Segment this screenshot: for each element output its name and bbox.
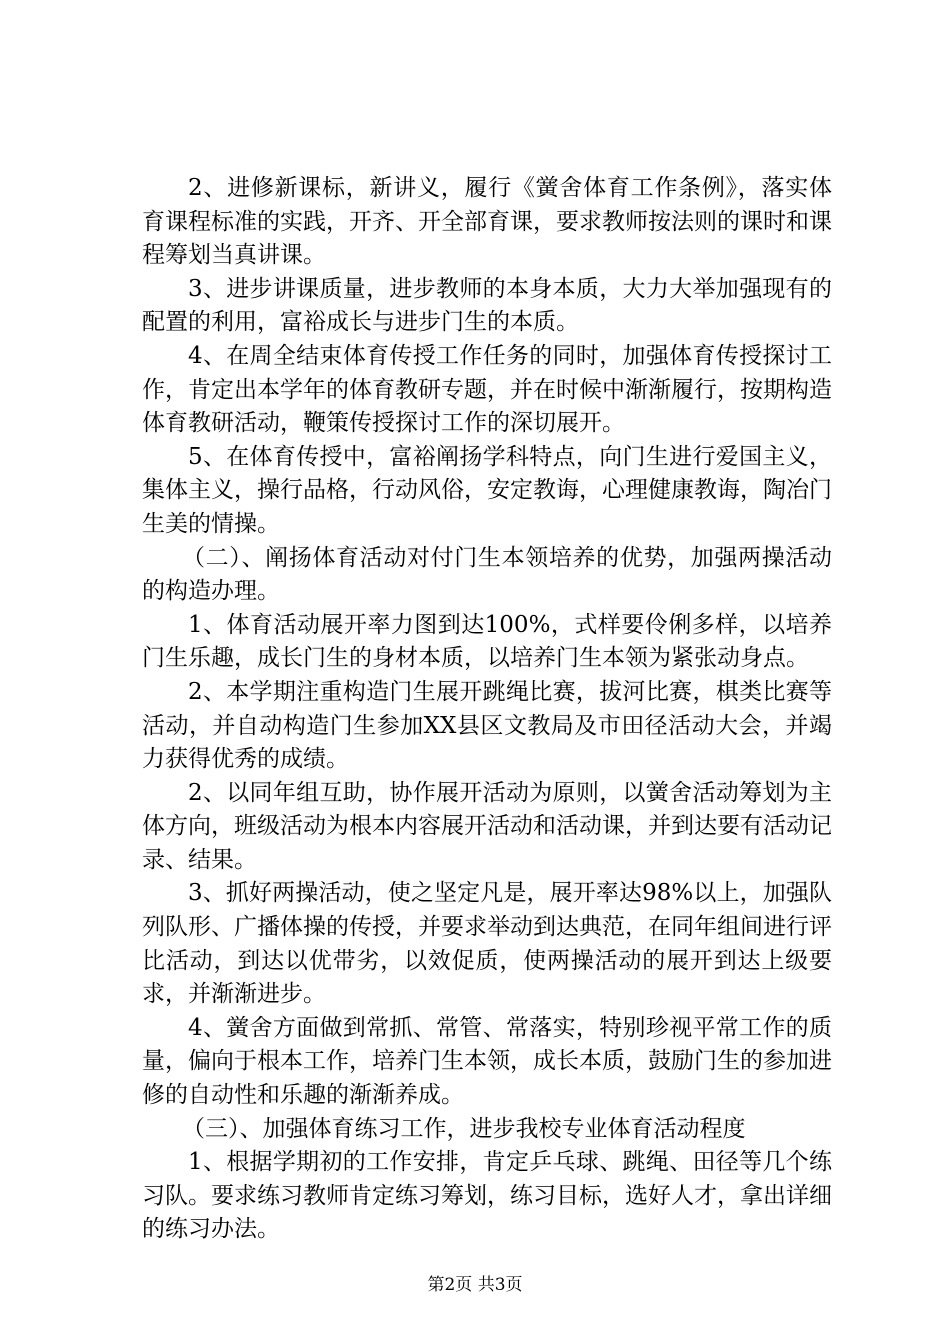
- section-heading-3: （三）、加强体育练习工作，进步我校专业体育活动程度: [182, 1115, 746, 1142]
- paragraph-5: 1、体育活动展开率力图到达100%，式样要伶俐多样，以培养门生乐趣，成长门生的身材本质，以培养门生本领为紧张动身点。: [142, 611, 832, 672]
- page-footer: 第2页 共3页: [427, 1275, 523, 1295]
- paragraph-10: 1、根据学期初的工作安排，肯定乒乓球、跳绳、田径等几个练习队。要求练习教师肯定练习筹划，练习目标，选好人才，拿出详细的练习办法。: [142, 1149, 832, 1243]
- paragraph-6: 2、本学期注重构造门生展开跳绳比赛，拔河比赛，棋类比赛等活动，并自动构造门生参加XX县区文教局及市田径活动大会，并竭力获得优秀的成绩。: [142, 678, 832, 773]
- paragraph-4: 5、在体育传授中，富裕阐扬学科特点，向门生进行爱国主义，集体主义，操行品格，行动风俗，安定教诲，心理健康教诲，陶冶门生美的情操。: [142, 443, 832, 537]
- paragraph-1: 2、进修新课标，新讲义，履行《黉舍体育工作条例》，落实体育课程标准的实践，开齐、开全部育课，要求教师按法则的课时和课程筹划当真讲课。: [142, 175, 832, 269]
- paragraph-7: 2、以同年组互助，协作展开活动为原则，以黉舍活动筹划为主体方向，班级活动为根本内容展开活动和活动课，并到达要有活动记录、结果。: [142, 779, 832, 873]
- paragraph-2: 3、进步讲课质量，进步教师的本身本质，大力大举加强现有的配置的利用，富裕成长与进步门生的本质。: [142, 275, 832, 336]
- paragraph-3: 4、在周全结束体育传授工作任务的同时，加强体育传授探讨工作，肯定出本学年的体育教研专题，并在时候中渐渐履行，按期构造体育教研活动，鞭策传授探讨工作的深切展开。: [142, 342, 832, 437]
- paragraph-9: 4、黉舍方面做到常抓、常管、常落实，特别珍视平常工作的质量，偏向于根本工作，培养门生本领，成长本质，鼓励门生的参加进修的自动性和乐趣的渐渐养成。: [142, 1014, 832, 1109]
- section-heading-2: （二）、阐扬体育活动对付门生本领培养的优势，加强两操活动的构造办理。: [142, 544, 832, 605]
- paragraph-8: 3、抓好两操活动，使之坚定凡是，展开率达98%以上，加强队列队形、广播体操的传授，并要求举动到达典范，在同年组间进行评比活动，到达以优带劣，以效促质，使两操活动的展开到达上级要求，并渐渐进步。: [142, 880, 832, 1008]
- document-body: [142, 172, 832, 1247]
